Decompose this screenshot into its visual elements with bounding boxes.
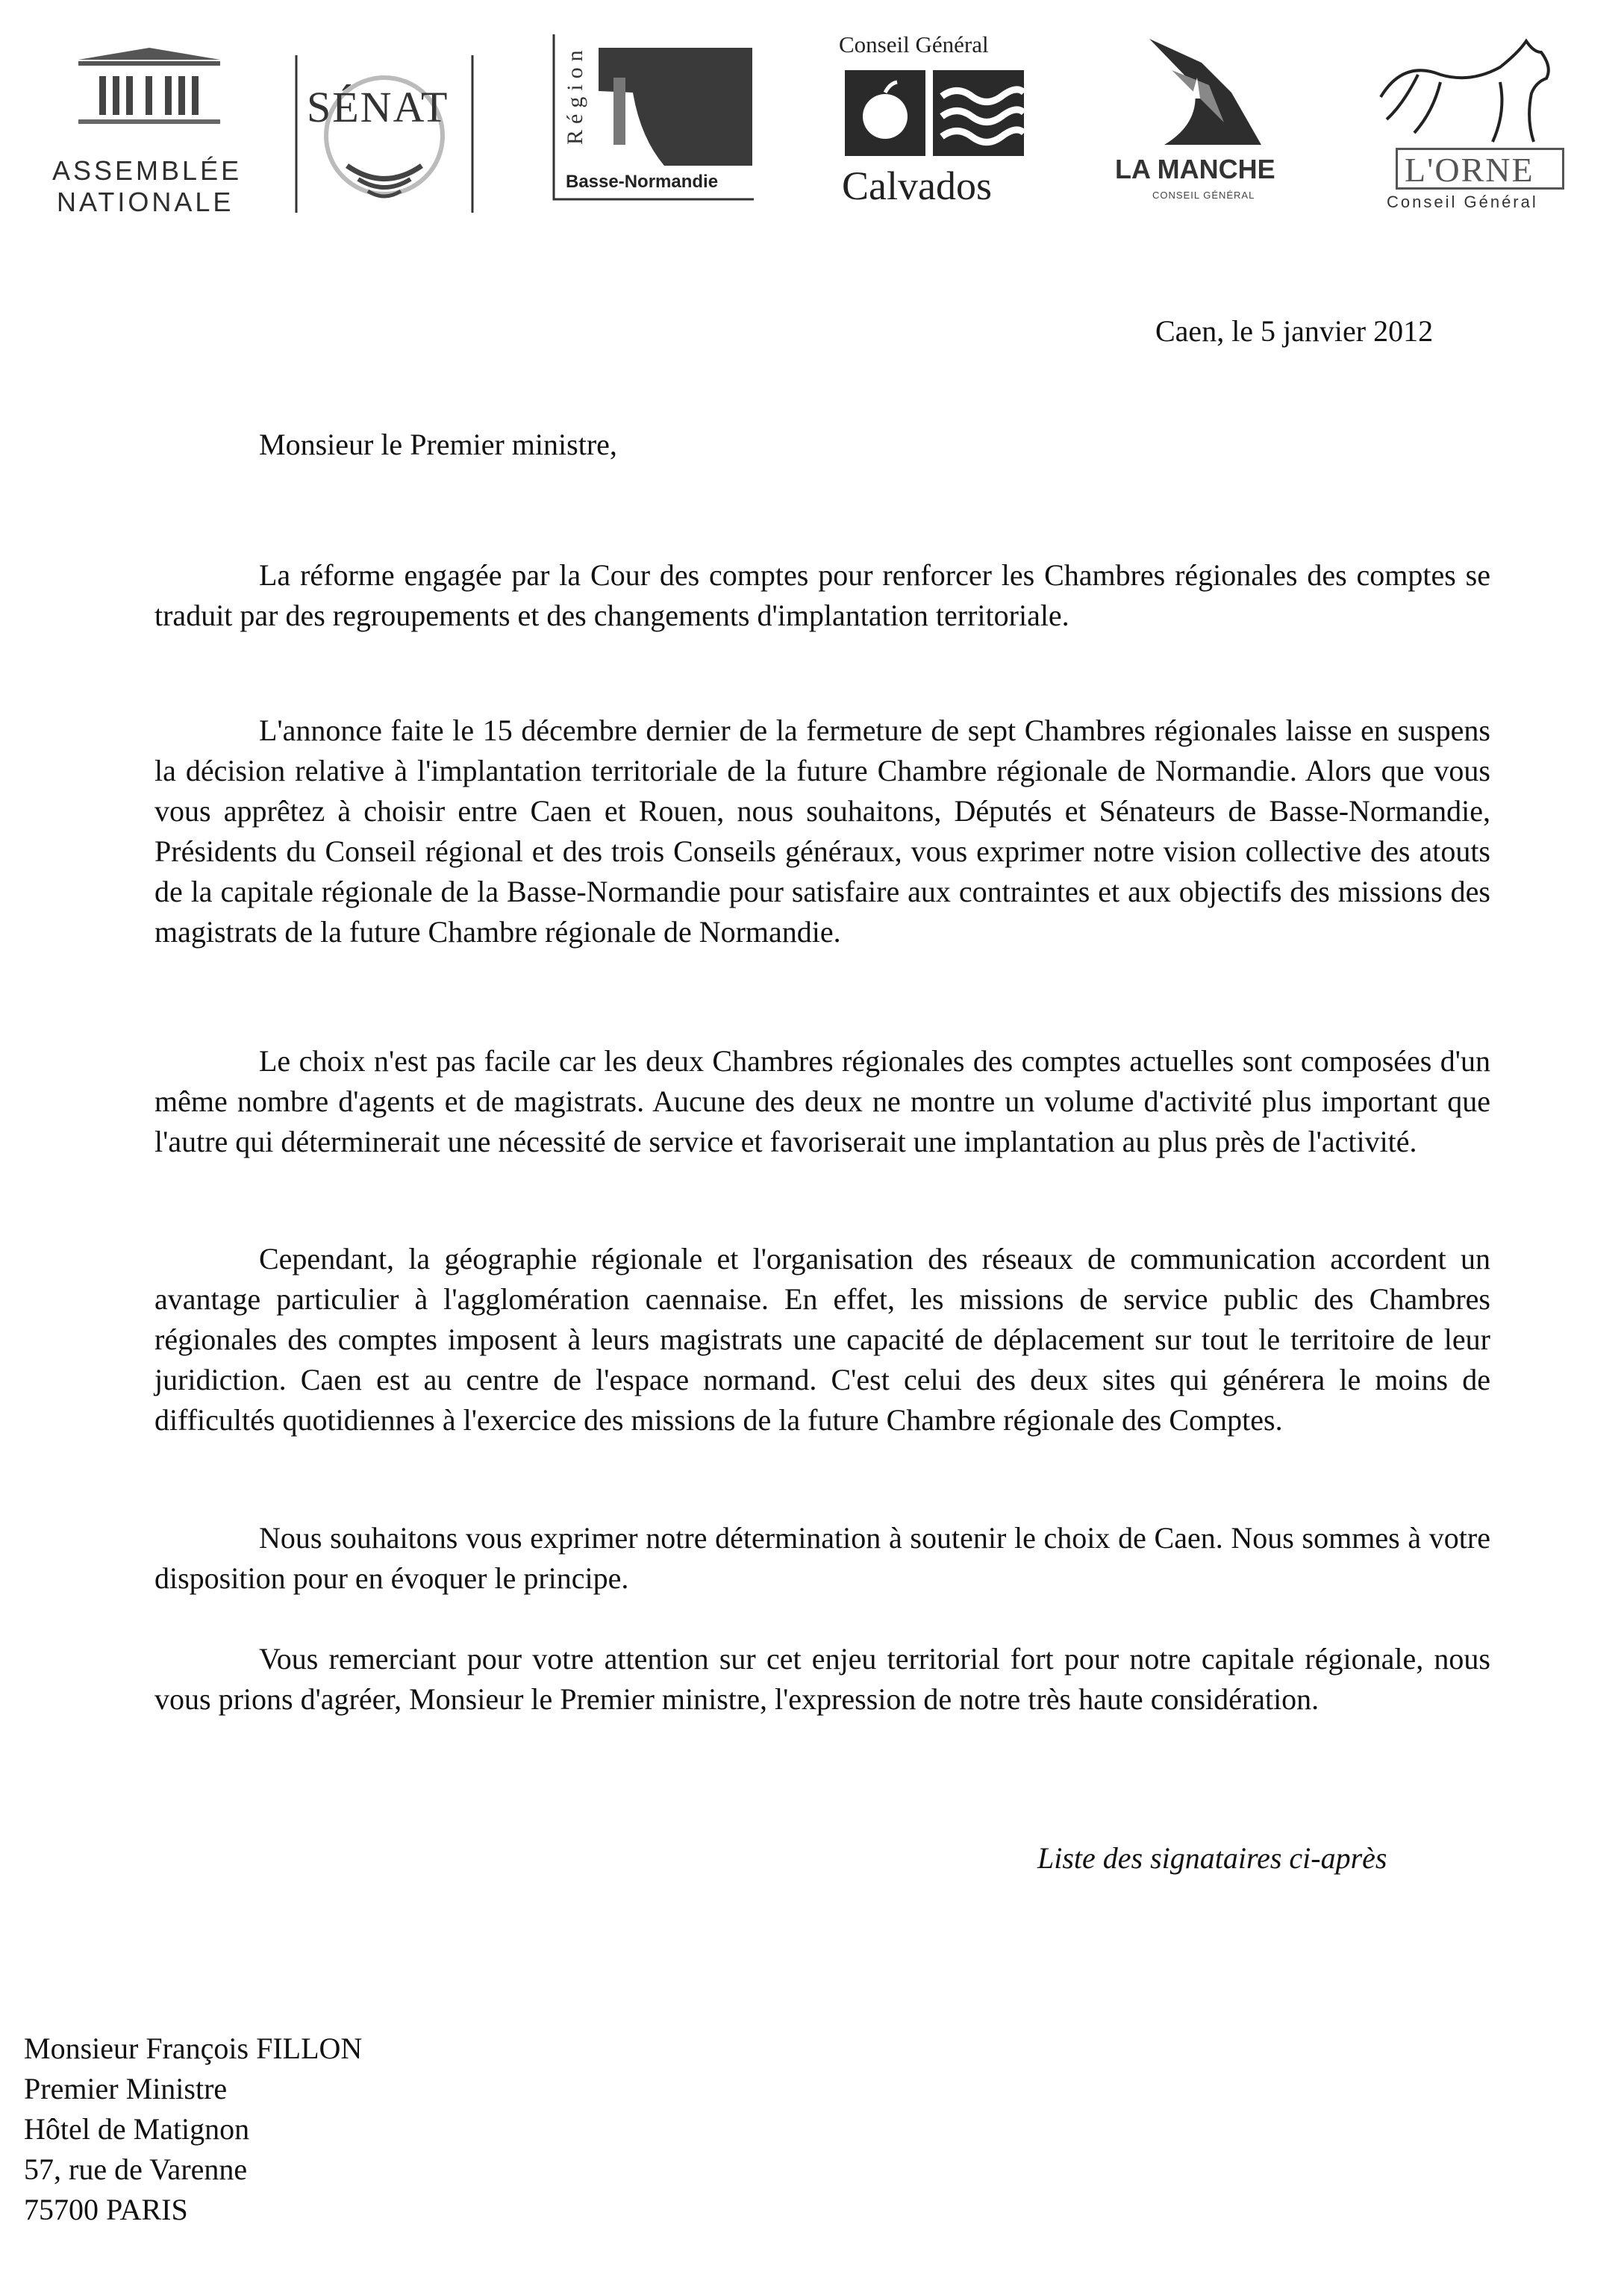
senat-emblem-icon	[295, 54, 474, 214]
paragraph-6-text: Vous remerciant pour votre attention sur cet enjeu territorial fort pour notre capitale régionale, nous vous prions d'agréer, Monsieur le Premier ministre, l'expression de notre très haute considération.	[154, 1642, 1490, 1716]
orne-sub: Conseil Général	[1387, 193, 1538, 211]
paragraph-2-text: L'annonce faite le 15 décembre dernier de la fermeture de sept Chambres régionales laisse en suspens la décision relative à l'implantation territoriale de la future Chambre régionale de Normandie. Alors que vous vous apprêtez à choisir entre Caen et Rouen, nous souhaitons, Députés et Sénateurs de Basse-Normandie, Présidents du Conseil régional et des trois Conseils généraux, vous exprimer notre vision collective des atouts de la capitale régionale de la Basse-Normandie pour satisfaire aux contraintes et aux objectifs des missions des magistrats de la future Chambre régionale de Normandie.	[154, 714, 1490, 949]
recipient-street: 57, rue de Varenne	[24, 2152, 248, 2186]
paragraph-4	[154, 1239, 1490, 1440]
assemblee-label-line1: ASSEMBLÉE	[52, 155, 243, 186]
region-basse-normandie-logo	[552, 33, 755, 201]
paragraph-6	[154, 1639, 1490, 1720]
paragraph-5-text: Nous souhaitons vous exprimer notre détermination à soutenir le choix de Caen. Nous sommes à votre disposition pour en évoquer le principe.	[154, 1521, 1490, 1595]
parliament-columns-icon	[71, 45, 228, 134]
apple-waves-icon	[845, 70, 1024, 156]
orne-name: L'ORNE	[1405, 151, 1534, 189]
paragraph-4-text: Cependant, la géographie régionale et l'organisation des réseaux de communication accordent un avantage particulier à l'agglomération caennaise. En effet, les missions de service public des Chambres régionales des comptes imposent à leurs magistrats une capacité de déplacement sur tout le territoire de leur juridiction. Caen est au centre de l'espace normand. C'est celui des deux sites qui générera le moins de difficultés quotidiennes à l'exercice des missions de la future Chambre régionale des Comptes.	[154, 1242, 1490, 1437]
senat-label: SÉNAT	[307, 83, 449, 131]
calvados-logo	[836, 31, 1030, 210]
orne-logo	[1373, 37, 1569, 209]
calvados-name: Calvados	[842, 163, 992, 208]
la-manche-sub: CONSEIL GÉNÉRAL	[1152, 190, 1255, 201]
senat-logo	[295, 54, 474, 214]
paragraph-3	[154, 1041, 1490, 1162]
recipient-city: 75700 PARIS	[24, 2193, 188, 2226]
recipient-address	[24, 2029, 362, 2230]
assemblee-label-line2: NATIONALE	[57, 187, 234, 217]
paragraph-3-text: Le choix n'est pas facile car les deux Chambres régionales des comptes actuelles sont composées d'un même nombre d'agents et de magistrats. Aucune des deux ne montre un volume d'activité plus important que l'autre qui déterminerait une nécessité de service et favoriserait une implantation au plus près de l'activité.	[154, 1044, 1490, 1158]
recipient-building: Hôtel de Matignon	[24, 2112, 250, 2146]
paragraph-2	[154, 711, 1490, 952]
region-name: Basse-Normandie	[566, 172, 719, 192]
calvados-top-label: Conseil Général	[839, 31, 989, 57]
la-manche-name: LA MANCHE	[1115, 154, 1275, 184]
letter-date: Caen, le 5 janvier 2012	[1155, 314, 1434, 348]
assemblee-nationale-logo	[52, 45, 250, 217]
salutation: Monsieur le Premier ministre,	[259, 428, 617, 461]
region-vertical-label: Région	[563, 44, 587, 145]
recipient-title: Premier Ministre	[24, 2072, 228, 2105]
recipient-name: Monsieur François FILLON	[24, 2032, 363, 2065]
paragraph-5	[154, 1518, 1490, 1599]
paragraph-1-text: La réforme engagée par la Cour des comptes pour renforcer les Chambres régionales des comptes se traduit par des regroupements et des changements d'implantation territoriale.	[154, 558, 1490, 632]
sail-icon	[1119, 33, 1291, 152]
paragraph-1	[154, 555, 1490, 636]
horse-icon	[1373, 37, 1569, 149]
la-manche-logo	[1105, 33, 1306, 212]
signatories-note: Liste des signataires ci-après	[1037, 1841, 1387, 1875]
